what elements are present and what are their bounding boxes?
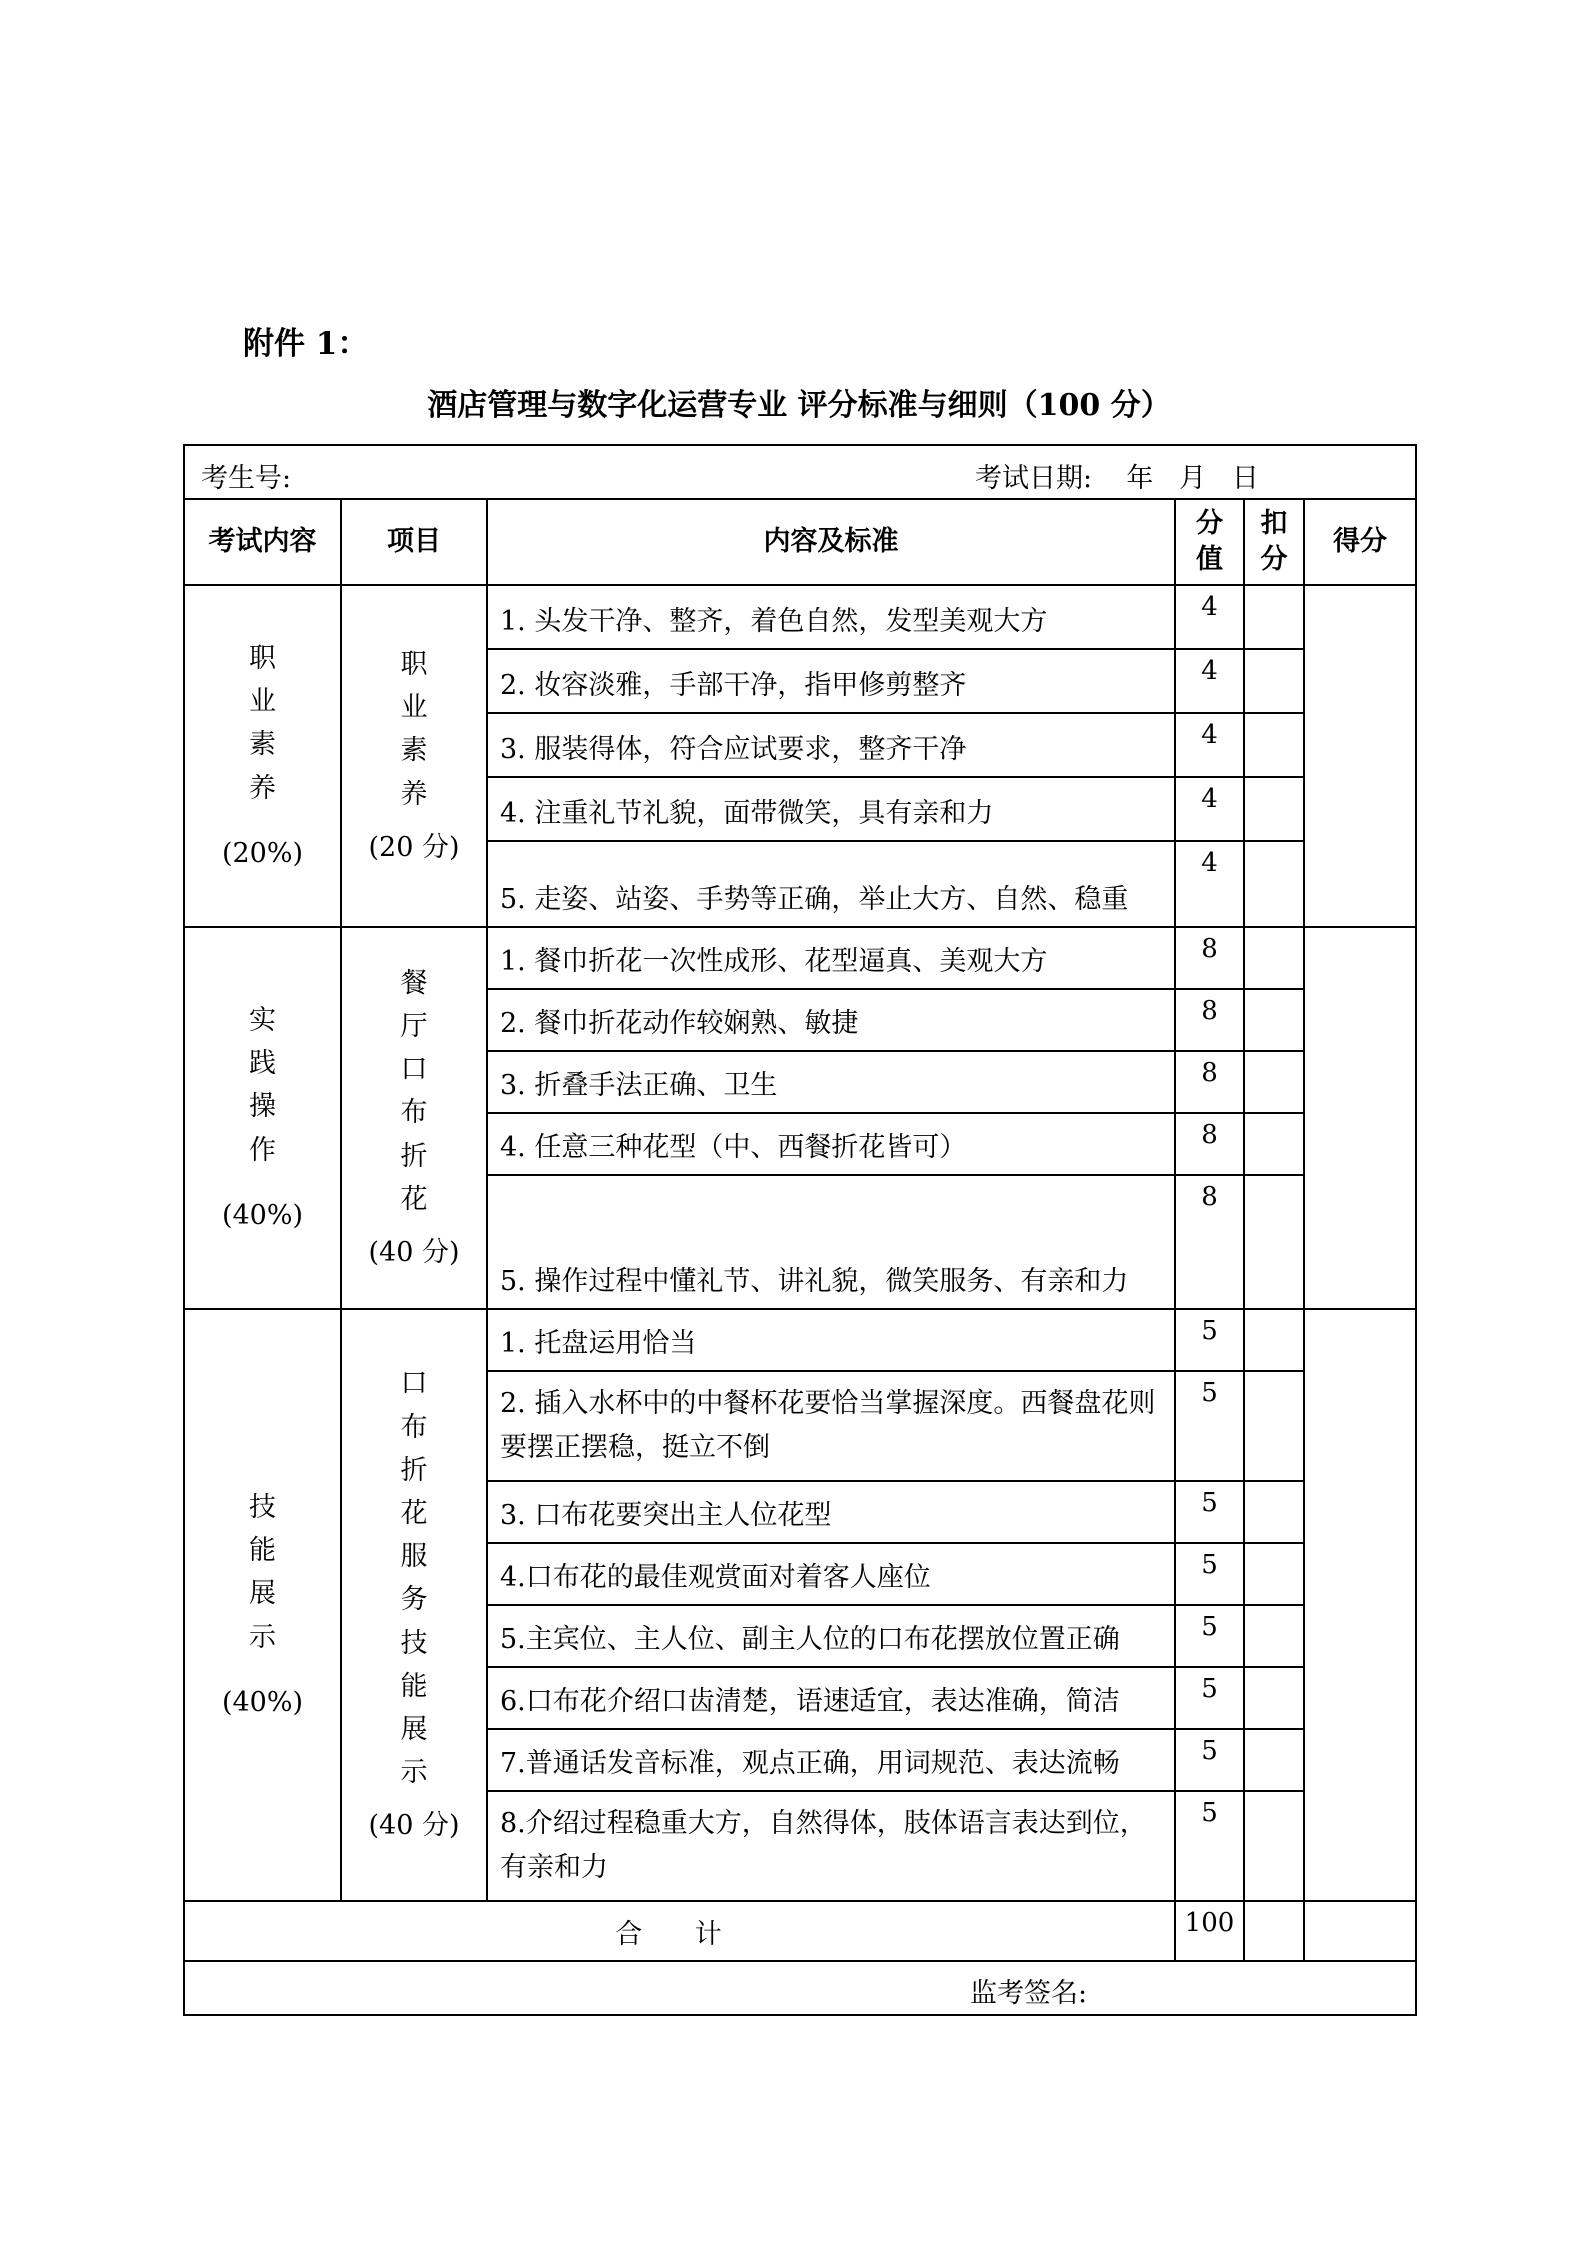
header-content: 考试内容 xyxy=(184,499,341,585)
item-char: 布 xyxy=(400,1097,428,1129)
header-criteria: 内容及标准 xyxy=(487,499,1175,585)
header-points xyxy=(1175,499,1244,585)
deduction-cell xyxy=(1244,1667,1304,1729)
item-cell xyxy=(341,927,487,1309)
score-cell xyxy=(1304,585,1416,927)
category-percent: (20%) xyxy=(221,837,304,869)
table-row xyxy=(184,927,1416,989)
criteria-cell: 5.主宾位、主人位、副主人位的口布花摆放位置正确 xyxy=(487,1605,1175,1667)
deduction-cell xyxy=(1244,1371,1304,1481)
item-char: 素 xyxy=(400,735,428,767)
item-char: 花 xyxy=(400,1183,428,1215)
criteria-cell: 2. 插入水杯中的中餐杯花要恰当掌握深度。西餐盘花则要摆正摆稳，挺立不倒 xyxy=(487,1371,1175,1481)
points-cell: 8 xyxy=(1175,927,1244,989)
criteria-cell: 1. 餐巾折花一次性成形、花型逼真、美观大方 xyxy=(487,927,1175,989)
points-cell: 5 xyxy=(1175,1309,1244,1371)
total-label: 合 计 xyxy=(184,1901,1175,1961)
criteria-cell: 5. 走姿、站姿、手势等正确，举止大方、自然、稳重 xyxy=(487,841,1175,927)
scoring-table xyxy=(183,444,1417,2016)
criteria-cell: 6.口布花介绍口齿清楚，语速适宜，表达准确，简洁 xyxy=(487,1667,1175,1729)
points-cell: 5 xyxy=(1175,1605,1244,1667)
item-char: 花 xyxy=(400,1498,428,1530)
category-char: 实 xyxy=(249,1005,276,1037)
deduction-cell xyxy=(1244,1791,1304,1901)
header-item: 项目 xyxy=(341,499,487,585)
score-cell xyxy=(1304,1309,1416,1901)
points-cell: 5 xyxy=(1175,1371,1244,1481)
category-char: 践 xyxy=(249,1048,276,1080)
points-cell: 5 xyxy=(1175,1667,1244,1729)
item-char: 折 xyxy=(400,1454,428,1486)
criteria-cell: 3. 口布花要突出主人位花型 xyxy=(487,1481,1175,1543)
header-deduction-text: 扣分 xyxy=(1260,507,1288,575)
points-cell: 5 xyxy=(1175,1791,1244,1901)
criteria-cell: 4.口布花的最佳观赏面对着客人座位 xyxy=(487,1543,1175,1605)
deduction-cell xyxy=(1244,927,1304,989)
table-row xyxy=(184,1309,1416,1371)
points-cell: 8 xyxy=(1175,1051,1244,1113)
item-char: 养 xyxy=(400,778,428,810)
item-char: 口 xyxy=(400,1368,428,1400)
category-cell xyxy=(184,1309,341,1901)
item-char: 展 xyxy=(400,1713,428,1745)
deduction-cell xyxy=(1244,777,1304,841)
category-char: 业 xyxy=(249,686,276,718)
category-char: 展 xyxy=(249,1578,276,1610)
item-char: 厅 xyxy=(400,1011,428,1043)
header-row xyxy=(184,499,1416,585)
deduction-cell xyxy=(1244,1175,1304,1309)
item-char: 能 xyxy=(400,1670,428,1702)
category-char: 养 xyxy=(249,772,276,804)
deduction-cell xyxy=(1244,713,1304,777)
deduction-cell xyxy=(1244,1113,1304,1175)
points-cell: 4 xyxy=(1175,777,1244,841)
criteria-cell: 3. 服装得体，符合应试要求，整齐干净 xyxy=(487,713,1175,777)
exam-date-label: 考试日期: 年 月 日 xyxy=(975,463,1259,494)
header-deduction xyxy=(1244,499,1304,585)
points-cell: 4 xyxy=(1175,713,1244,777)
points-cell: 5 xyxy=(1175,1543,1244,1605)
criteria-cell: 2. 餐巾折花动作较娴熟、敏捷 xyxy=(487,989,1175,1051)
category-char: 作 xyxy=(249,1134,276,1166)
deduction-cell xyxy=(1244,989,1304,1051)
table-row xyxy=(184,585,1416,649)
item-char: 折 xyxy=(400,1140,428,1172)
item-char: 业 xyxy=(400,692,428,724)
total-row xyxy=(184,1901,1416,1961)
meta-row xyxy=(184,445,1416,499)
points-cell: 4 xyxy=(1175,585,1244,649)
proctor-wrap xyxy=(185,1962,1415,2014)
criteria-cell: 4. 注重礼节礼貌，面带微笑，具有亲和力 xyxy=(487,777,1175,841)
points-cell: 5 xyxy=(1175,1729,1244,1791)
points-cell: 5 xyxy=(1175,1481,1244,1543)
header-points-text: 分值 xyxy=(1196,507,1223,575)
candidate-number-label: 考生号: xyxy=(201,463,292,494)
item-char: 布 xyxy=(400,1411,428,1443)
item-char: 技 xyxy=(400,1627,428,1659)
item-char: 示 xyxy=(400,1757,428,1789)
score-cell xyxy=(1304,927,1416,1309)
points-cell: 4 xyxy=(1175,649,1244,713)
item-char: 职 xyxy=(400,649,428,681)
criteria-cell: 3. 折叠手法正确、卫生 xyxy=(487,1051,1175,1113)
proctor-row xyxy=(184,1961,1416,2015)
attachment-label: 附件 1： xyxy=(243,326,369,362)
category-char: 技 xyxy=(249,1492,276,1524)
category-percent: (40%) xyxy=(221,1686,304,1718)
deduction-cell xyxy=(1244,1729,1304,1791)
deduction-cell xyxy=(1244,1543,1304,1605)
item-char: 口 xyxy=(400,1054,428,1086)
category-char: 操 xyxy=(249,1091,276,1123)
item-char: 务 xyxy=(400,1584,428,1616)
criteria-cell: 1. 头发干净、整齐，着色自然，发型美观大方 xyxy=(487,585,1175,649)
criteria-cell: 5. 操作过程中懂礼节、讲礼貌，微笑服务、有亲和力 xyxy=(487,1175,1175,1309)
deduction-cell xyxy=(1244,649,1304,713)
proctor-signature-label: 监考签名: xyxy=(970,1978,1088,2009)
points-cell: 4 xyxy=(1175,841,1244,927)
total-score xyxy=(1304,1901,1416,1961)
total-points: 100 xyxy=(1175,1901,1244,1961)
proctor-cell xyxy=(184,1961,1416,2015)
item-points: (20 分) xyxy=(368,831,460,863)
points-cell: 8 xyxy=(1175,1175,1244,1309)
item-char: 服 xyxy=(400,1541,428,1573)
item-points: (40 分) xyxy=(368,1810,460,1842)
document-title: 酒店管理与数字化运营专业 评分标准与细则（100 分） xyxy=(427,388,1171,423)
deduction-cell xyxy=(1244,1605,1304,1667)
deduction-cell xyxy=(1244,585,1304,649)
points-cell: 8 xyxy=(1175,989,1244,1051)
criteria-cell: 1. 托盘运用恰当 xyxy=(487,1309,1175,1371)
deduction-cell xyxy=(1244,1481,1304,1543)
header-score: 得分 xyxy=(1304,499,1416,585)
criteria-cell: 8.介绍过程稳重大方，自然得体，肢体语言表达到位，有亲和力 xyxy=(487,1791,1175,1901)
category-char: 示 xyxy=(249,1621,276,1653)
category-char: 素 xyxy=(249,729,276,761)
item-char: 餐 xyxy=(400,967,428,999)
criteria-cell: 2. 妆容淡雅，手部干净，指甲修剪整齐 xyxy=(487,649,1175,713)
item-cell xyxy=(341,1309,487,1901)
criteria-cell: 7.普通话发音标准，观点正确，用词规范、表达流畅 xyxy=(487,1729,1175,1791)
points-cell: 8 xyxy=(1175,1113,1244,1175)
item-points: (40 分) xyxy=(368,1236,460,1268)
category-cell xyxy=(184,927,341,1309)
item-cell xyxy=(341,585,487,927)
deduction-cell xyxy=(1244,1051,1304,1113)
category-char: 职 xyxy=(249,643,276,675)
criteria-cell: 4. 任意三种花型（中、西餐折花皆可） xyxy=(487,1113,1175,1175)
category-percent: (40%) xyxy=(221,1199,304,1231)
deduction-cell xyxy=(1244,841,1304,927)
total-deduction xyxy=(1244,1901,1304,1961)
category-char: 能 xyxy=(249,1535,276,1567)
deduction-cell xyxy=(1244,1309,1304,1371)
category-cell xyxy=(184,585,341,927)
